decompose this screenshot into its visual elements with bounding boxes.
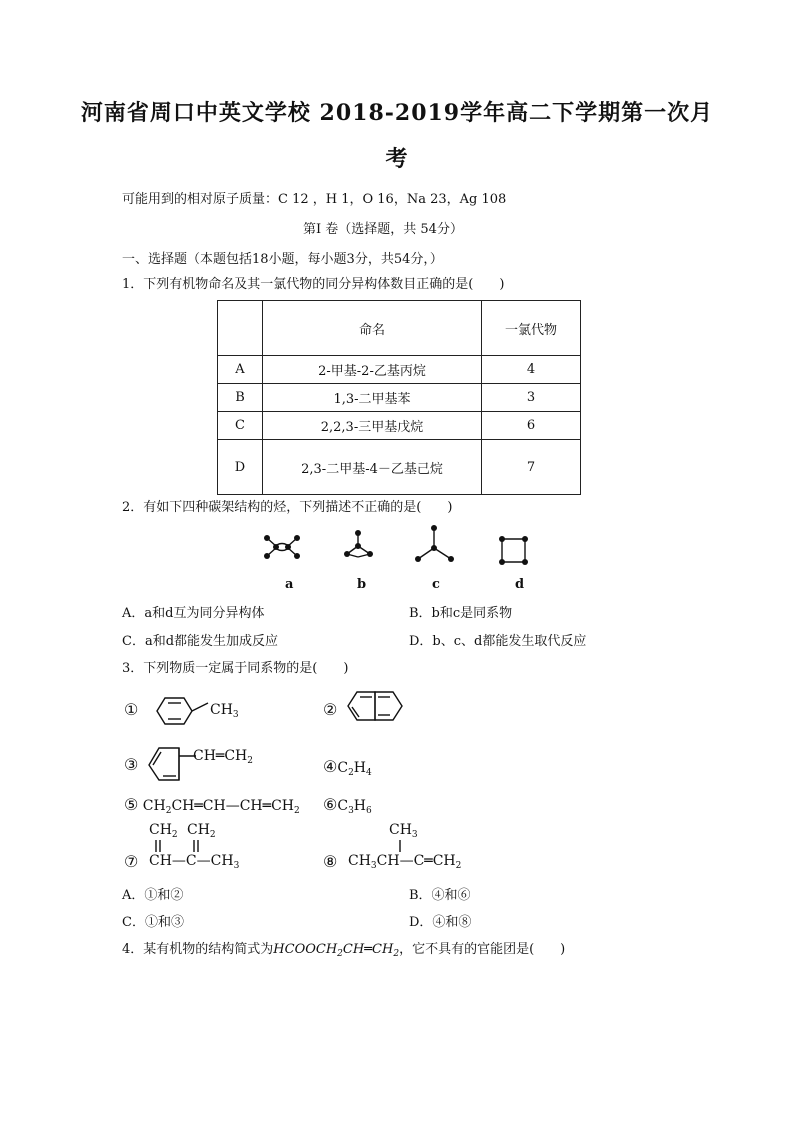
- item-number-3: ③: [124, 755, 139, 774]
- skeleton-label-a: a: [285, 577, 294, 592]
- toluene-methyl-label: $CH_3$: [210, 702, 239, 720]
- page-title-line2: 考: [385, 146, 409, 172]
- table-cell: 2,2,3-三甲基戊烷: [263, 412, 482, 440]
- q3-option-c: C．①和③: [122, 915, 184, 930]
- item-8-single-bond: [392, 838, 412, 854]
- carbon-skeleton-c: [413, 523, 459, 567]
- q1-stem: 1．下列有机物命名及其一氯代物的同分异构体数目正确的是( ): [122, 277, 505, 292]
- q2-option-c: C．a和d都能发生加成反应: [122, 634, 279, 649]
- table-row: [218, 356, 581, 384]
- table-cell: 1,3-二甲基苯: [263, 384, 482, 412]
- table-cell: 6: [482, 412, 581, 440]
- q4-formula: $HCOOCH_2CH═CH_2$: [273, 942, 400, 959]
- item-7-top-ch2-right: $CH_2$: [187, 822, 216, 840]
- naphthalene-structure: [344, 683, 412, 731]
- atomic-mass-note: 可能用到的相对原子质量：C 12 ，H 1，O 16，Na 23，Ag 108: [122, 192, 507, 207]
- q3-option-a: A．①和②: [122, 888, 184, 903]
- carbon-skeleton-a: [262, 532, 302, 562]
- table-cell: A: [218, 356, 263, 384]
- table-cell: D: [218, 440, 263, 495]
- table-cell: B: [218, 384, 263, 412]
- item-number-2: ②: [323, 700, 338, 719]
- q1-table: [217, 300, 581, 495]
- item-8-main-chain: $CH_3CH—C═CH_2$: [348, 853, 462, 871]
- q3-option-d: D．④和⑧: [409, 915, 472, 930]
- item-7-top-ch2-left: $CH_2$: [149, 822, 178, 840]
- table-cell: 7: [482, 440, 581, 495]
- item-number-8: ⑧: [323, 852, 338, 871]
- section-header: 第Ⅰ 卷（选择题，共 54分）: [303, 222, 463, 237]
- q3-option-b: B．④和⑥: [409, 888, 471, 903]
- table-cell: 2-甲基-2-乙基丙烷: [263, 356, 482, 384]
- item-7-main-chain: $CH—C—CH_3$: [149, 853, 240, 871]
- table-row: [218, 412, 581, 440]
- skeleton-label-c: c: [432, 577, 440, 592]
- item-5-formula: ⑤ $CH_2CH═CH—CH═CH_2$: [124, 795, 300, 816]
- page-title: 河南省周口中英文学校 2018-2019学年高二下学期第一次月: [80, 100, 714, 126]
- table-cell: C: [218, 412, 263, 440]
- table-header-cell: 一氯代物: [482, 301, 581, 356]
- table-cell: 3: [482, 384, 581, 412]
- item-8-top-methyl: $CH_3$: [389, 822, 418, 840]
- q3-stem: 3．下列物质一定属于同系物的是( ): [122, 661, 349, 676]
- item-4-formula: $④C_2H_4$: [323, 757, 372, 778]
- q2-option-b: B．b和c是同系物: [409, 606, 513, 621]
- vinyl-label: $CH═CH_2$: [193, 748, 254, 766]
- skeleton-label-b: b: [357, 577, 367, 592]
- q2-stem: 2．有如下四种碳架结构的烃，下列描述不正确的是( ): [122, 500, 453, 515]
- table-header-cell: [218, 301, 263, 356]
- skeleton-label-d: d: [515, 577, 525, 592]
- item-number-7: ⑦: [124, 852, 139, 871]
- carbon-skeleton-b: [340, 528, 380, 564]
- item-7-double-bonds: [150, 838, 210, 854]
- table-row: [218, 384, 581, 412]
- carbon-skeleton-d: [497, 534, 533, 570]
- q2-option-d: D．b、c、d都能发生取代反应: [409, 634, 587, 649]
- q4-stem: 4．某有机物的结构简式为$HCOOCH_2CH═CH_2$，它不具有的官能团是( ): [122, 942, 566, 959]
- item-6-formula: $⑥C_3H_6$: [323, 795, 372, 816]
- table-cell: 4: [482, 356, 581, 384]
- table-row: [218, 440, 581, 495]
- part-one-header: 一、选择题（本题包括18小题，每小题3分，共54分，）: [122, 252, 443, 267]
- item-number-1: ①: [124, 700, 139, 719]
- table-header-row: [218, 301, 581, 356]
- q2-option-a: A．a和d互为同分异构体: [122, 606, 265, 621]
- table-cell: 2,3-二甲基-4－乙基己烷: [263, 440, 482, 495]
- toluene-structure: [148, 693, 218, 729]
- table-header-cell: 命名: [263, 301, 482, 356]
